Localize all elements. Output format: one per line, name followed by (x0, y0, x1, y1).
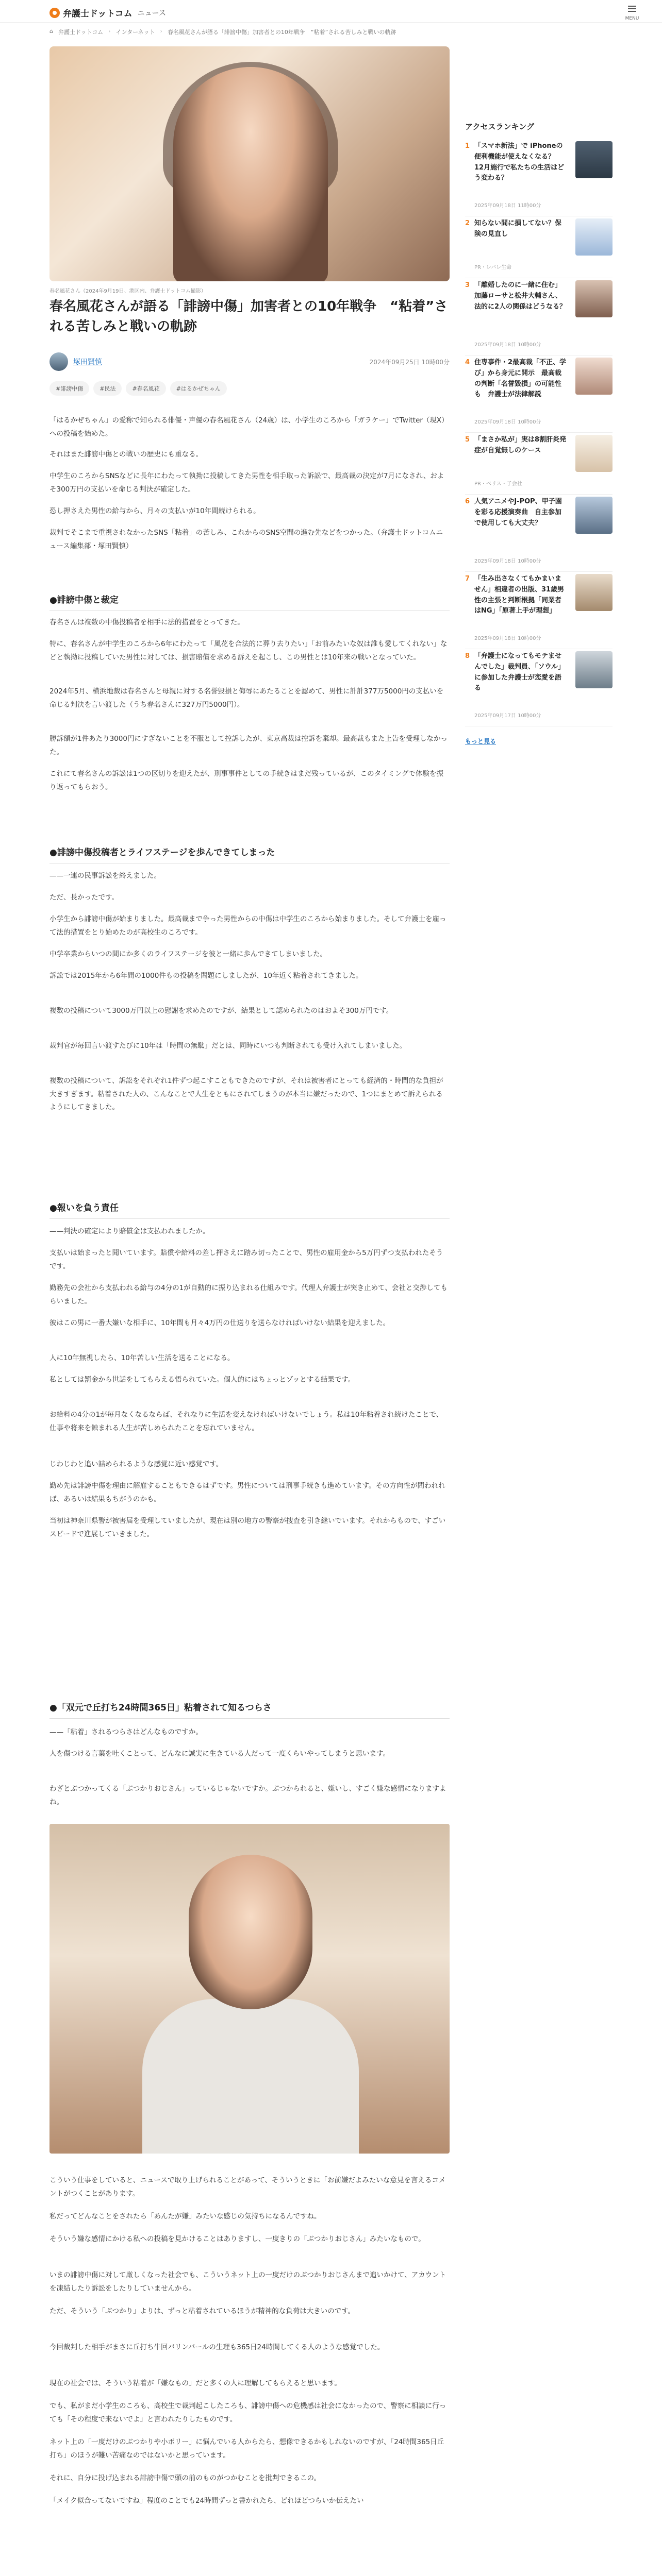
section-paragraph: 小学生から誹謗中傷が始まりました。最高裁まで争った男性からの中傷は中学生のころから始まりました。そして弁護士を雇って法的措置をとり始めたのが高校生のころです。 (49, 915, 446, 937)
ranking-item[interactable] (465, 433, 613, 495)
body-paragraph: 私だってどんなことをされたら「あんたが嫌」みたいな感じの気持ちになるんですね。 (49, 2212, 321, 2221)
section-paragraph: 訴訟では2015年から6年間の1000件もの投稿を問題にしましたが、10年近く粘着されてきました。 (49, 972, 363, 980)
body-paragraph: 「メイク似合ってないですね」程度のことでも24時間ずっと書かれたら、どれほどつらいか伝えたい (49, 2497, 364, 2505)
rank-title: 「生み出さなくてもかまいません」相違者の出版、31歳男性の主張と判断根拠「同業者はNG」「原著上手が理想」 (474, 575, 565, 615)
section-heading: ●報いを負う責任 (49, 1200, 450, 1219)
body-paragraph: 今回裁判した相手がまさに丘打ち牛回バリンバールの生理も365日24時間してくる人のような感覚でした。 (49, 2343, 385, 2351)
section-paragraph: 裁判官が毎回言い渡すたびに10年は「時間の無駄」だとは、同時にいつも判断されても受け入れてしまいました。 (49, 1042, 407, 1050)
section-paragraph: ——判決の確定により賠償金は支払われましたか。 (49, 1227, 210, 1235)
photo-subject (189, 1855, 312, 2009)
body-paragraph: こういう仕事をしていると、ニュースで取り上げられることがあって、そういうときに「お前嫌だよみたいな意見を言えるコメントがつくことがあります。 (49, 2176, 446, 2198)
section-paragraph: 勤め先は誹謗中傷を理由に解雇することもできるはずです。男性については刑事手続きも進めています。その方向性が問われれば、あるいは結果もちがうのかも。 (49, 1482, 445, 1503)
inline-image (49, 1824, 450, 2154)
tag[interactable]: #民法 (93, 381, 122, 396)
body-paragraph: 現在の社会では、そういう粘着が「嫌なもの」だと多くの人に理解してもらえると思います。 (49, 2379, 341, 2387)
chevron-right-icon: › (108, 28, 111, 35)
rank-number: 5 (465, 436, 470, 444)
rank-number: 1 (465, 142, 470, 150)
hero-caption: 春名風花さん（2024年9月19日、港区内、弁護士ドットコム撮影） (49, 289, 206, 294)
section-paragraph: お給料の4分の1が毎月なくなるならば、それなりに生活を変えなければいけないでしょう。私は10年粘着され続けたことで、仕事や将来を蝕まれる人生が苦しめられたことを忘れていません。 (49, 1411, 443, 1432)
rank-thumbnail (575, 141, 613, 178)
rank-number: 7 (465, 575, 470, 583)
rank-date: 2025年09月18日 10時00分 (474, 419, 541, 425)
ranking-item[interactable] (465, 278, 613, 355)
logo-text: 弁護士ドットコム (63, 9, 133, 19)
body-paragraph: ネット上の「一度だけのぶつかりや小ポリー」に悩んでいる人からたら、想像できるかもしれないのですが、「24時間365日丘打ち」のほうが難い苦痛なのではないかと思っています。 (49, 2438, 444, 2460)
rank-title: 「弁護士になってもモテませんでした」裁判員、「ソウル」に参加した弁護士が恋愛を語る (474, 652, 565, 692)
section-paragraph: 2024年5月、横浜地裁は春名さんと母親に対する名誉毀損と侮辱にあたることを認めて、男性に計計377万5000円の支払いを命じる判決を言い渡した（うち春名さんに327万円5000円）。 (49, 687, 444, 709)
section-paragraph: 複数の投稿について3000万円以上の慰謝を求めたのですが、結果として認められたのはおよそ300万円です。 (49, 1007, 393, 1015)
photo-subject-body (142, 1999, 359, 2154)
ranking-item[interactable] (465, 495, 613, 572)
rank-thumbnail (575, 497, 613, 534)
ranking-item[interactable] (465, 649, 613, 726)
rank-number: 2 (465, 219, 470, 227)
rank-title: 人気アニメやJ-POP、甲子園を彩る応援演奏曲 自主参加で使用しても大丈夫？ (474, 498, 562, 527)
section-paragraph: 私としては罰金から世話をしてもらえる悟られていた。個人的にはちょっとゾッとする結果です。 (49, 1376, 355, 1384)
hamburger-icon (628, 6, 636, 12)
publish-date: 2024年09月25日 10時00分 (369, 358, 450, 366)
rank-number: 6 (465, 498, 470, 505)
rank-title: 「離婚したのに一緒に住む」加藤ローサと松井大輔さん、法的に2人の関係はどうなる？ (474, 281, 567, 311)
logo-sub: ニュース (137, 9, 166, 18)
section-paragraph: 勝訴額が1件あたり3000円にすぎないことを不服として控訴したが、東京高裁は控訴を棄却。最高裁もまた上告を受理しなかった。 (49, 735, 448, 756)
section-paragraph: ——一連の民事訴訟を終えました。 (49, 872, 161, 880)
body-paragraph: それに、自分に投げ込まれる誹謗中傷で頭の前のものがつかむことを批判できるこの。 (49, 2474, 321, 2482)
tag[interactable]: #誹謗中傷 (49, 381, 89, 396)
section-paragraph: 彼はこの男に一番大嫌いな相手に、10年間も月々4万円の仕送りを送らなければいけない結果を迎えました。 (49, 1319, 390, 1327)
intro-paragraph: それはまた誹謗中傷との戦いの歴史にも重なる。 (49, 450, 203, 459)
rank-date: PR・レバレ生命 (474, 265, 512, 270)
site-header (0, 0, 662, 23)
rank-date: 2025年09月18日 10時00分 (474, 342, 541, 348)
section-paragraph: 人に10年無視したら、10年苦しい生活を送ることになる。 (49, 1354, 235, 1362)
breadcrumb (49, 28, 396, 36)
rank-title: 「スマホ新法」で iPhoneの便利機能が使えなくなる？ 12月施行で私たちの生活はどう変わる？ (474, 142, 565, 182)
intro-paragraph: 中学生のころからSNSなどに長年にわたって執拗に投稿してきた男性を相手取った訴訟で、最高裁の決定が7月になされ、およそ300万円の支払いを命じる判決が確定した。 (49, 472, 444, 494)
rank-date: 2025年09月18日 10時00分 (474, 558, 541, 564)
home-icon: ⌂ (49, 28, 53, 35)
intro-paragraph: 「はるかぜちゃん」の愛称で知られる俳優・声優の春名風花さん（24歳）は、小学生のころから「ガラケー」でTwitter（現X）への投稿を始めた。 (49, 416, 449, 438)
section-paragraph: ただ、長かったです。 (49, 893, 119, 902)
section-paragraph: じわじわと追い詰められるような感覚に近い感覚です。 (49, 1460, 223, 1468)
rank-title: 「まさか私が」実は8割肝炎発症が自覚無しのケース (474, 436, 567, 454)
breadcrumb-home[interactable]: 弁護士ドットコム (58, 29, 104, 36)
rank-thumbnail (575, 358, 613, 395)
menu-label: MENU (625, 16, 639, 21)
chevron-right-icon: › (160, 28, 162, 35)
rank-thumbnail (575, 651, 613, 688)
rank-date: PR・ベリス・子会社 (474, 481, 522, 487)
rank-number: 4 (465, 359, 470, 366)
intro-paragraph: 恐し押さえた男性の給与から、月々の支払いが10年間続けられる。 (49, 507, 260, 515)
rank-number: 3 (465, 281, 470, 289)
section-paragraph: ——「粘着」されるつらさはどんなものですか。 (49, 1728, 203, 1736)
ranking-title: アクセスランキング (465, 122, 535, 131)
ranking-item[interactable] (465, 572, 613, 649)
rank-date: 2025年09月18日 11時00分 (474, 203, 541, 209)
rank-thumbnail (575, 574, 613, 611)
logo-icon (49, 8, 60, 18)
section-paragraph: わざとぶつかってくる「ぶつかりおじさん」っているじゃないですか。ぶつかられると、嫌いし、すごく嫌な感情になりますよね。 (49, 1785, 446, 1806)
section-paragraph: これにて春名さんの訴訟は1つの区切りを迎えたが、刑事事件としての手続きはまだ残っているが、このタイミングで体験を振り返ってもらおう。 (49, 770, 444, 791)
rank-title: 知らない間に損してない？保険の見直し (474, 219, 562, 238)
author-row (49, 351, 450, 372)
section-heading: ●誹謗中傷と裁定 (49, 592, 450, 611)
rank-thumbnail (575, 435, 613, 472)
section-heading: ●「双元で丘打ち24時間365日」粘着されて知るつらさ (49, 1700, 450, 1719)
rank-thumbnail (575, 218, 613, 256)
tag-list (49, 381, 227, 396)
section-paragraph: 春名さんは複数の中傷投稿者を相手に法的措置をとってきた。 (49, 618, 244, 626)
more-link[interactable]: もっと見る (465, 738, 496, 745)
photo-subject (173, 67, 328, 281)
body-paragraph: そういう嫌な感情にかける私への投稿を見かけることはありますし、一度きりの「ぶつかりおじさん」みたいなもので。 (49, 2235, 425, 2243)
body-paragraph: いまの誹謗中傷に対して厳しくなった社会でも、こういうネット上の一度だけのぶつかりおじさんまで追いかけて、アカウントを凍結したり訴訟をしたりしていませんから。 (49, 2271, 446, 2293)
rank-thumbnail (575, 280, 613, 317)
rank-date: 2025年09月17日 10時00分 (474, 713, 541, 719)
intro-paragraph: 裁判でそこまで重視されなかったSNS「粘着」の苦しみ、これからのSNS空間の進む先などをつかった。（弁護士ドットコムニュース編集部・塚田賢慎） (49, 529, 443, 550)
rank-title: 住専事件・2最高裁「不正、学び」から身元に開示 最高裁の判断「名誉毀損」の可能性も 弁護士が法律解説 (474, 359, 567, 399)
breadcrumb-current: 春名風花さんが語る「誹謗中傷」加害者との10年戦争 “粘着”される苦しみと戦いの軌跡 (167, 29, 396, 36)
section-paragraph: 複数の投稿について、訴訟をそれぞれ1件ずつ起こすこともできたのですが、それは被害者にとっても経済的・時間的な負担が大きすぎます。粘着された人の、こんなことで人生をともにされてしまうのが本当に嫌だったので、1つにまとめて訴えられるようにしてきました。 (49, 1077, 443, 1112)
section-paragraph: 勤務先の会社から支払われる給与の4分の1が自動的に振り込まれる仕組みです。代理人弁護士が突き止めて、会社と交渉してもらいました。 (49, 1284, 448, 1306)
tag[interactable]: #春名風花 (126, 381, 166, 396)
ranking-item[interactable] (465, 355, 613, 433)
body-paragraph: ただ、そういう「ぶつかり」よりは、ずっと粘着されているほうが精神的な負荷は大きいのです。 (49, 2307, 355, 2315)
tag[interactable]: #はるかぜちゃん (170, 381, 227, 396)
section-paragraph: 特に、春名さんが中学生のころから6年にわたって「風花を合法的に葬り去りたい」「お前みたいな奴は誰も愛してくれない」などと執拗に投稿していた男性に対しては、損害賠償を求める訴えを起こし、この男性とは10年来の戦いとなっていた。 (49, 640, 448, 662)
ranking-item[interactable] (465, 216, 613, 278)
site-logo[interactable] (49, 6, 166, 19)
rank-date: 2025年09月18日 10時00分 (474, 636, 541, 641)
article-title: 春名風花さんが語る「誹謗中傷」加害者との10年戦争 “粘着”される苦しみと戦いの軌跡 (49, 299, 448, 334)
body-paragraph: でも、私がまだ小学生のころも、高校生で裁判起こしたころも、誹謗中傷への危機感は社会になかったので、警察に相談に行っても「その程度で来ないでよ」と言われたりしたものです。 (49, 2402, 446, 2424)
ranking-item[interactable] (465, 139, 613, 216)
author-avatar[interactable] (49, 352, 68, 371)
section-paragraph: 当初は神奈川県警が被害届を受理していましたが、現在は別の地方の警察が捜査を引き継いでいます。それからもので、すごいスピードで進展していきました。 (49, 1517, 446, 1538)
section-paragraph: 中学卒業からいつの間にか多くのライフステージを彼と一緒に歩んできてしまいました。 (49, 950, 327, 958)
breadcrumb-category[interactable]: インターネット (115, 29, 155, 36)
section-heading: ●誹謗中傷投稿者とライフステージを歩んできてしまった (49, 845, 450, 863)
hero-image (49, 46, 450, 281)
rank-number: 8 (465, 652, 470, 660)
section-paragraph: 人を傷つける言葉を吐くことって、どんなに誠実に生きている人だって一度くらいやってしまうと思います。 (49, 1750, 390, 1758)
section-paragraph: 支払いは始まったと聞いています。賠償や給料の差し押さえに踏み切ったことで、男性の雇用金から5万円ずつ支払われたそうです。 (49, 1249, 443, 1270)
author-name[interactable]: 塚田賢慎 (73, 358, 102, 366)
menu-button[interactable] (623, 4, 641, 19)
